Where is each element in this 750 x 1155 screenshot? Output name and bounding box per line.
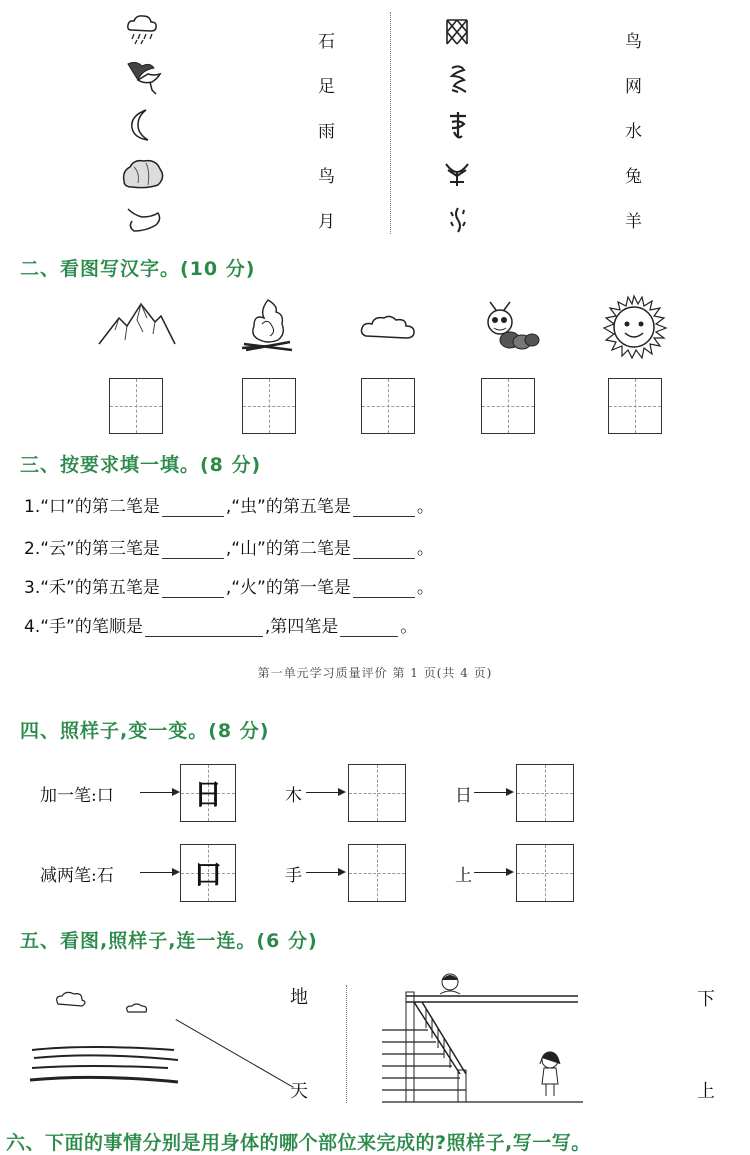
write-grid-2[interactable]: [242, 378, 296, 434]
write-grid-4[interactable]: [481, 378, 535, 434]
answer-grid-4[interactable]: [516, 844, 574, 902]
fill-item-1-b: ,“虫”的第五笔是: [225, 497, 351, 517]
fire-icon: [238, 296, 298, 354]
arrow-6: [474, 872, 512, 873]
example-answer-2: 口: [193, 858, 222, 891]
row1-label: 加一笔:口: [40, 786, 114, 806]
divider-2: [346, 985, 347, 1103]
blank-2a[interactable]: [162, 542, 224, 559]
cloud-icon: [358, 312, 420, 344]
page-footer: 第一单元学习质量评价 第 1 页(共 4 页): [257, 666, 493, 680]
word-shang[interactable]: 上: [697, 1081, 715, 1102]
word-xia[interactable]: 下: [697, 989, 715, 1010]
row2-q3: 上: [455, 866, 472, 886]
right-char-5[interactable]: 羊: [625, 212, 642, 232]
answer-grid-1[interactable]: [348, 764, 406, 822]
blank-2b[interactable]: [353, 542, 415, 559]
arrow-2: [306, 792, 344, 793]
fill-item-3: [24, 573, 434, 598]
foot-icon: [124, 205, 164, 235]
row2-label: 减两笔:石: [40, 866, 114, 886]
fill-item-2: [24, 534, 434, 559]
fill-item-3-a: 3.“禾”的第五笔是: [24, 578, 160, 598]
example-answer-1: 日: [193, 778, 222, 811]
section2-heading: 二、看图写汉字。(10 分): [20, 258, 256, 280]
fill-item-2-a: 2.“云”的第三笔是: [24, 539, 160, 559]
blank-4a[interactable]: [145, 620, 263, 637]
fill-item-4-end: 。: [400, 617, 418, 637]
left-char-1[interactable]: 石: [318, 32, 335, 52]
arrow-1: [140, 792, 178, 793]
right-char-2[interactable]: 网: [625, 77, 642, 97]
ancient-net-glyph: [444, 18, 470, 46]
section4-heading: 四、照样子,变一变。(8 分): [20, 720, 270, 742]
right-char-1[interactable]: 鸟: [625, 32, 642, 52]
left-char-5[interactable]: 月: [318, 212, 335, 232]
row1-q2: 木: [285, 786, 302, 806]
fill-item-1-end: 。: [416, 497, 434, 517]
fill-item-2-end: 。: [416, 539, 434, 559]
blank-4b[interactable]: [340, 620, 398, 637]
fill-item-3-b: ,“火”的第一笔是: [225, 578, 351, 598]
blank-1a[interactable]: [162, 500, 224, 517]
fill-item-4: [24, 612, 417, 637]
write-grid-5[interactable]: [608, 378, 662, 434]
right-char-3[interactable]: 水: [625, 122, 642, 142]
right-char-4[interactable]: 兔: [625, 167, 642, 187]
arrow-3: [474, 792, 512, 793]
rock-icon: [120, 155, 166, 191]
ancient-bird-glyph: [446, 110, 470, 142]
left-char-4[interactable]: 鸟: [318, 167, 335, 187]
left-char-2[interactable]: 足: [318, 77, 335, 97]
insect-icon: [480, 300, 542, 356]
example-connect-line: [176, 1019, 294, 1088]
fill-item-3-end: 。: [416, 578, 434, 598]
word-di[interactable]: 地: [290, 987, 308, 1008]
answer-grid-2[interactable]: [516, 764, 574, 822]
ancient-water-glyph: [448, 206, 468, 234]
write-grid-1[interactable]: [109, 378, 163, 434]
crescent-moon-icon: [126, 108, 156, 142]
sky-ground-scene: [28, 988, 188, 1088]
fill-item-1: [24, 492, 434, 517]
left-char-3[interactable]: 雨: [318, 122, 335, 142]
section3-heading: 三、按要求填一填。(8 分): [20, 454, 262, 476]
row2-q2: 手: [285, 866, 302, 886]
section5-heading: 五、看图,照样子,连一连。(6 分): [20, 930, 318, 952]
row1-q3: 日: [455, 786, 472, 806]
mountain-icon: [97, 300, 177, 348]
ancient-sheep-glyph: [444, 160, 470, 188]
section6-heading: 六、下面的事情分别是用身体的哪个部位来完成的?照样子,写一写。: [6, 1132, 591, 1154]
example-grid-1: [180, 764, 236, 822]
fill-item-2-b: ,“山”的第二笔是: [225, 539, 351, 559]
blank-3b[interactable]: [353, 581, 415, 598]
arrow-5: [306, 872, 344, 873]
bird-icon: [124, 58, 164, 96]
word-tian[interactable]: 天: [290, 1081, 308, 1102]
fill-item-4-a: 4.“手”的笔顺是: [24, 617, 143, 637]
write-grid-3[interactable]: [361, 378, 415, 434]
fill-item-1-a: 1.“口”的第二笔是: [24, 497, 160, 517]
answer-grid-3[interactable]: [348, 844, 406, 902]
sun-icon: [598, 292, 670, 362]
fill-item-4-b: ,第四笔是: [264, 617, 339, 637]
arrow-4: [140, 872, 178, 873]
staircase-scene: [378, 968, 583, 1108]
example-grid-2: [180, 844, 236, 902]
ancient-rabbit-glyph: [446, 64, 470, 94]
divider: [390, 12, 391, 234]
rain-cloud-icon: [125, 12, 159, 46]
blank-1b[interactable]: [353, 500, 415, 517]
blank-3a[interactable]: [162, 581, 224, 598]
